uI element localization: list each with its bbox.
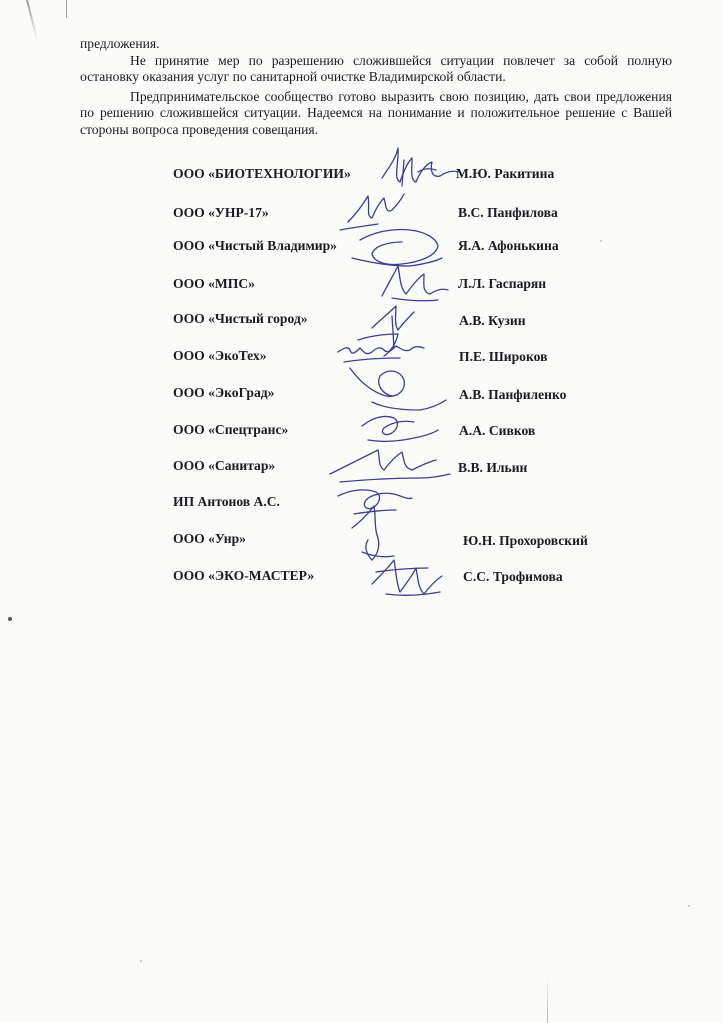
signatory-org: ООО «ЭкоТех» <box>173 348 267 363</box>
signatory-name: А.А. Сивков <box>459 423 536 438</box>
signature <box>350 368 404 396</box>
signature <box>392 298 438 301</box>
signatory-name: А.В. Кузин <box>459 313 526 328</box>
signatory-org: ИП Антонов А.С. <box>173 494 280 509</box>
signature <box>382 266 448 296</box>
signature <box>382 148 458 182</box>
signatory-name: В.С. Панфилова <box>458 205 558 220</box>
signature <box>344 358 400 362</box>
signatory-org: ООО «Чистый город» <box>173 311 308 326</box>
signatory-org: ООО «МПС» <box>173 276 255 291</box>
signature <box>338 346 424 354</box>
signatory-org: ООО «Спецтранс» <box>173 422 289 437</box>
signature <box>362 416 414 434</box>
signature <box>362 552 394 557</box>
signature <box>348 194 404 222</box>
signature <box>372 400 446 410</box>
signatory-name: П.Е. Широков <box>459 349 548 364</box>
signature <box>372 560 442 594</box>
signature <box>402 160 436 186</box>
signature <box>330 450 436 474</box>
signatory-org: ООО «БИОТЕХНОЛОГИИ» <box>173 166 351 181</box>
signatory-name: А.В. Панфиленко <box>459 387 567 402</box>
signatory-name: В.В. Ильин <box>458 460 528 475</box>
signature <box>358 334 398 356</box>
paragraph-request: Предпринимательское сообщество готово выразить свою позицию, дать свои предложения по решению сложившейся ситуации. Надеемся на понимание и положительное решение с Вашей стороны вопроса проведения совещания. <box>80 88 672 137</box>
signatory-org: ООО «ЭкоГрад» <box>173 385 275 400</box>
paragraph-consequence: Не принятие мер по разрешению сложившейся ситуации повлечет за собой полную остановку оказания услуг по санитарной очистке Владимирской области. <box>80 52 672 85</box>
signature <box>352 506 379 560</box>
signatory-org: ООО «УНР-17» <box>173 205 269 220</box>
signatory-name: Я.А. Афонькина <box>458 238 559 253</box>
signature <box>368 430 438 441</box>
signatory-org: ООО «Санитар» <box>173 458 276 473</box>
signature <box>352 258 442 266</box>
signature <box>376 568 440 595</box>
signatory-org: ООО «Чистый Владимир» <box>173 238 337 253</box>
signature <box>372 306 414 330</box>
signatory-name: С.С. Трофимова <box>463 569 563 584</box>
signatory-name: М.Ю. Ракитина <box>456 166 555 181</box>
signature <box>340 224 378 230</box>
signatory-org: ООО «Унр» <box>173 531 246 546</box>
signature <box>392 316 394 348</box>
signature <box>360 229 438 264</box>
signature <box>340 474 450 482</box>
signature <box>338 490 412 509</box>
signatory-org: ООО «ЭКО-МАСТЕР» <box>173 568 315 583</box>
signatory-name: Л.Л. Гаспарян <box>458 276 547 291</box>
signatory-name: Ю.Н. Прохоровский <box>463 533 588 548</box>
paragraph-continuation: предложения. <box>80 36 160 51</box>
signature <box>354 510 396 514</box>
